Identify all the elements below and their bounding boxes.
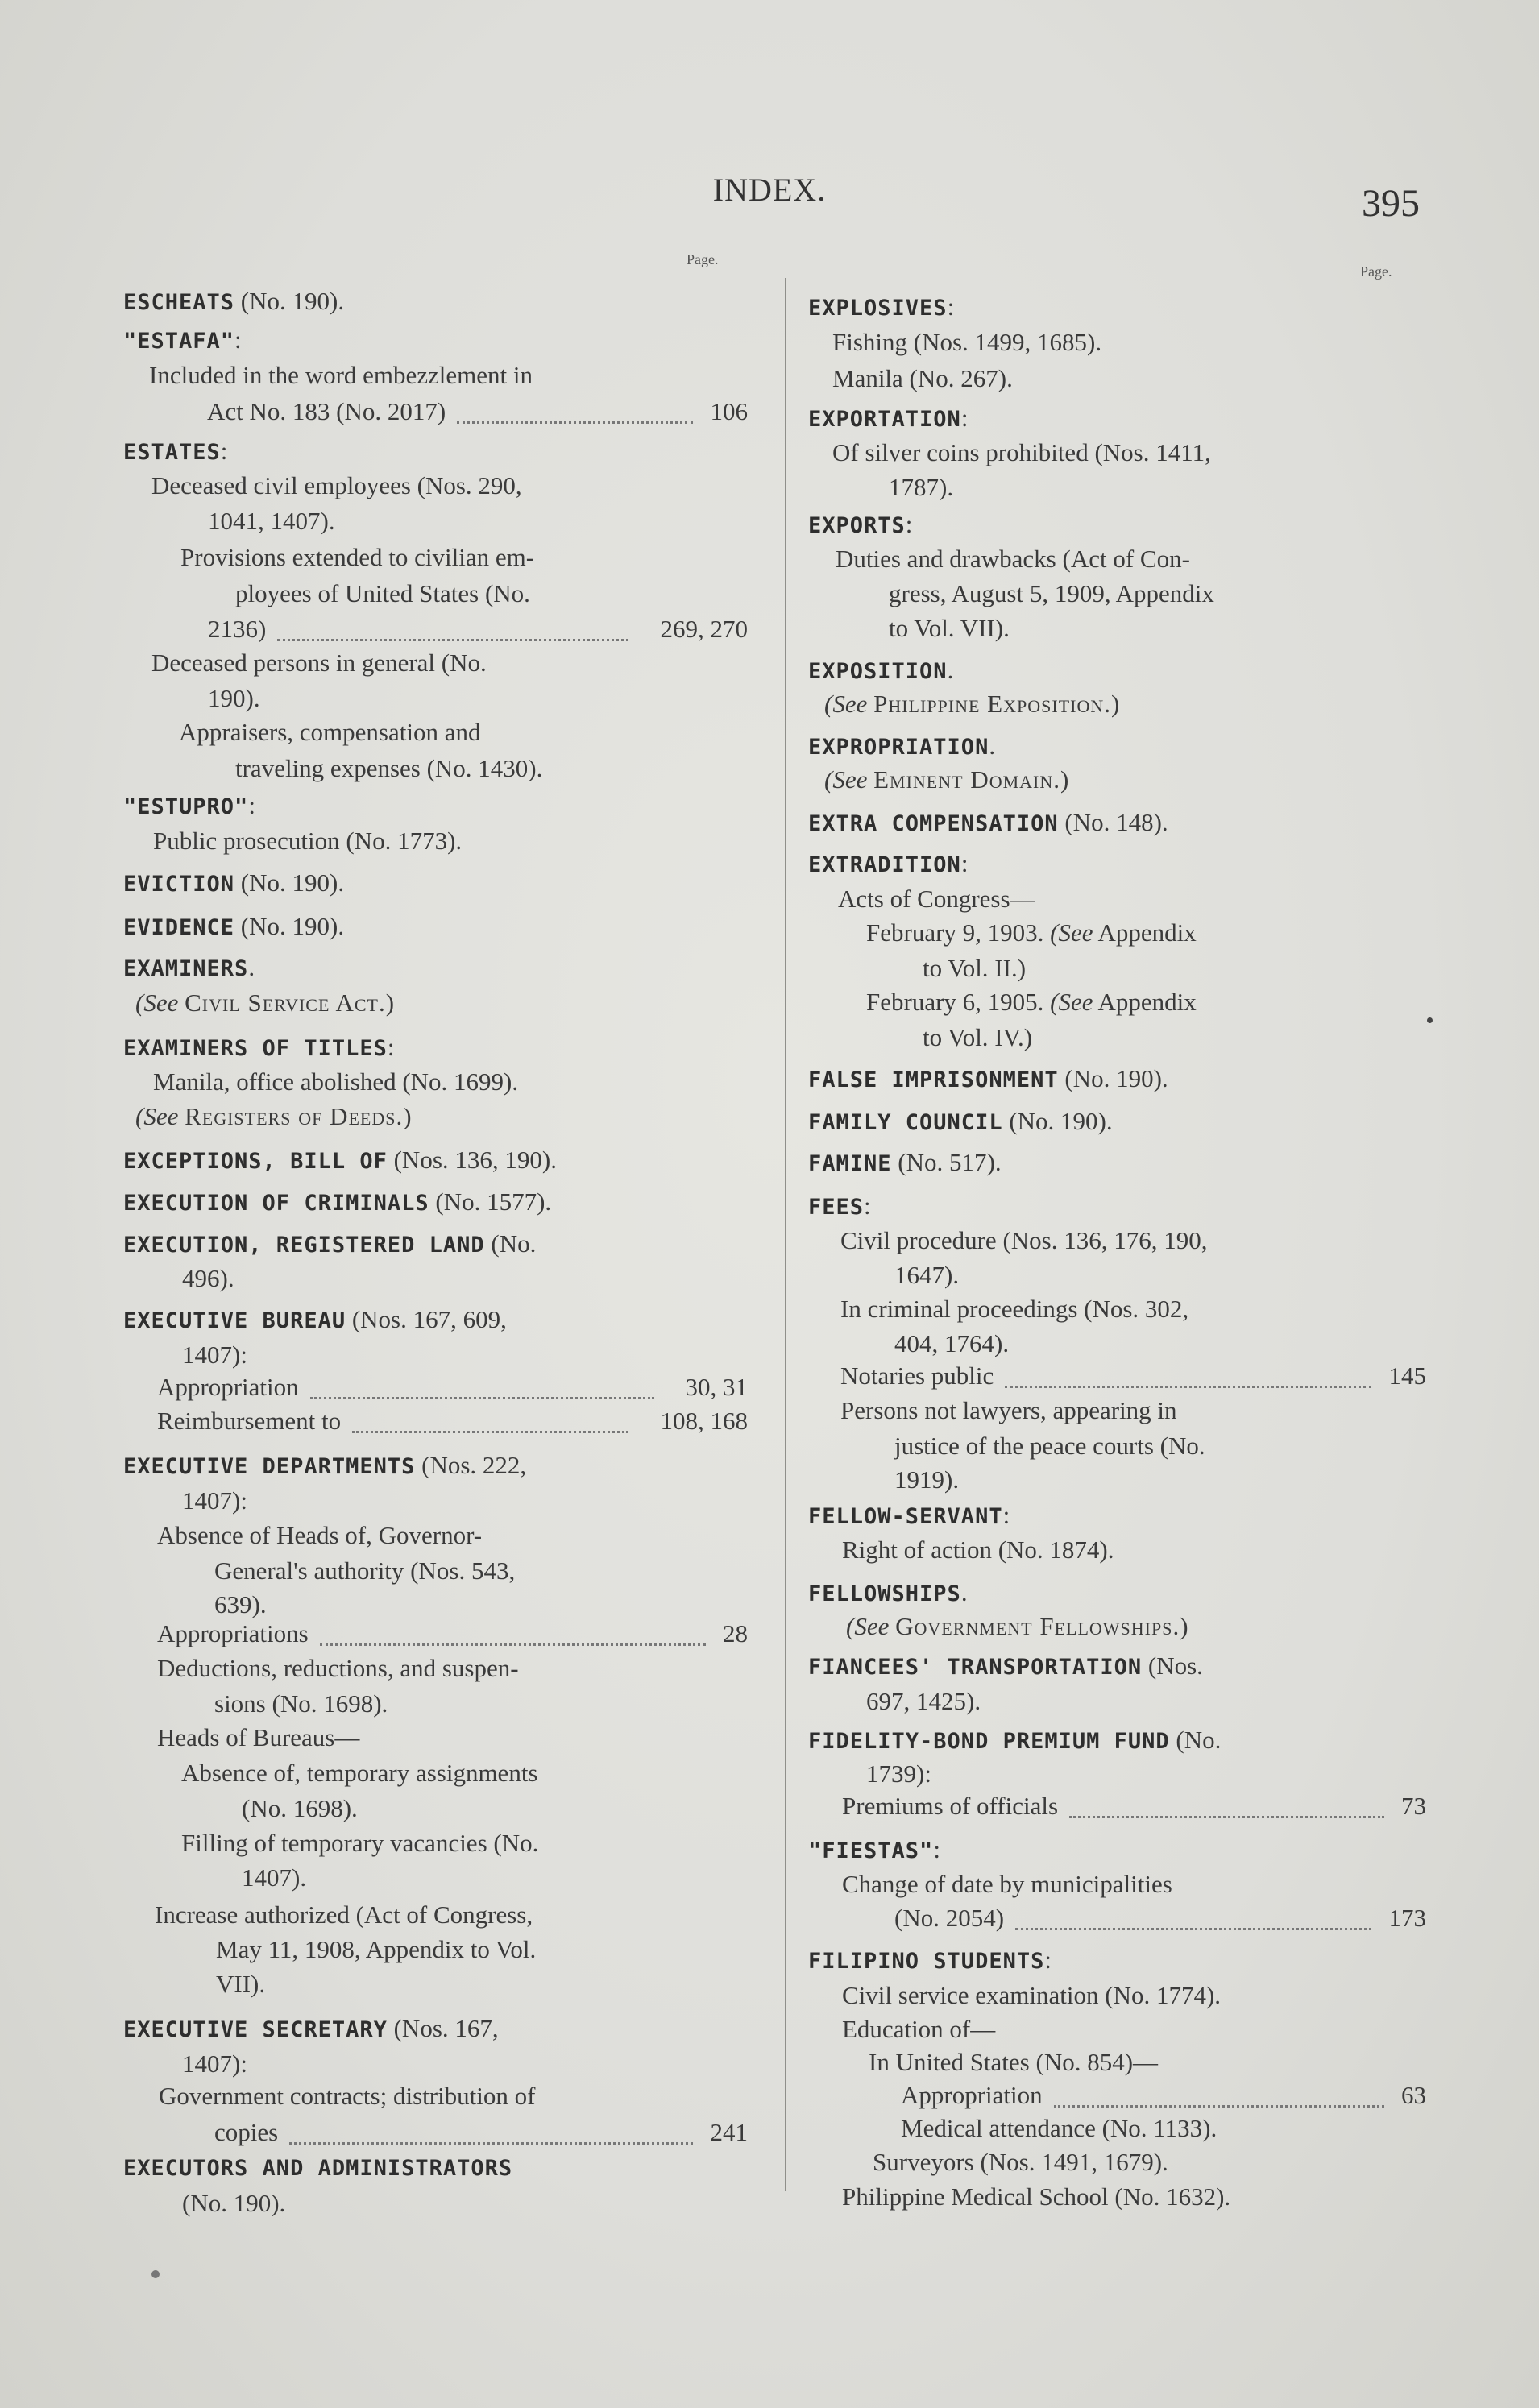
index-heading-entry <box>123 788 255 825</box>
index-heading-ref: (Nos. <box>1142 1652 1203 1680</box>
index-entry-text: 1739): <box>866 1759 931 1788</box>
index-entry-text: Premiums of officials <box>842 1792 1059 1820</box>
index-entry <box>157 1616 309 1652</box>
index-entry <box>157 1720 359 1755</box>
see-reference-marker: (See <box>135 1102 179 1130</box>
index-entry-text: (No. 1698). <box>242 1794 358 1822</box>
index-entry-text: to Vol. II.) <box>923 954 1027 982</box>
see-reference-target: Appendix <box>1093 918 1197 947</box>
page-reference: 28 <box>723 1619 748 1647</box>
index-heading-ref: (No. 517). <box>891 1148 1002 1176</box>
index-entry-text: copies <box>214 2118 279 2146</box>
index-entry <box>157 1403 341 1439</box>
index-entry <box>214 2115 278 2150</box>
index-heading: EXECUTIVE SECRETARY <box>123 2017 388 2042</box>
index-heading-ref: . <box>960 1578 968 1606</box>
index-entry <box>836 541 1190 577</box>
index-heading: "FIESTAS" <box>808 1838 934 1863</box>
index-entry <box>181 1755 538 1791</box>
index-entry-text: Act No. 183 (No. 2017) <box>207 397 446 425</box>
see-reference-target: Eminent Domain.) <box>873 765 1070 794</box>
index-entry <box>151 645 487 681</box>
index-entry <box>235 576 530 611</box>
page-reference: 108, 168 <box>660 1407 748 1435</box>
index-entry-text: Deductions, reductions, and suspen- <box>157 1654 519 1682</box>
index-heading-ref: : <box>1044 1946 1052 1974</box>
index-heading: EXECUTORS AND ADMINISTRATORS <box>123 2156 513 2181</box>
index-heading-ref: (No. 190). <box>234 912 345 940</box>
index-entry <box>182 2046 247 2082</box>
index-entry <box>889 611 1010 646</box>
index-heading-entry <box>808 1145 1002 1182</box>
index-entry-text: Reimbursement to <box>157 1407 342 1435</box>
see-reference-marker: (See <box>846 1612 890 1640</box>
see-reference-target: Government Fellowships.) <box>895 1612 1189 1640</box>
index-entry <box>182 1261 234 1296</box>
index-entry <box>901 2078 1043 2113</box>
index-entry-text: Notaries public <box>840 1361 994 1390</box>
index-entry <box>832 325 1101 360</box>
page-reference: 269, 270 <box>660 615 748 643</box>
see-reference-target: Philippine Exposition.) <box>873 690 1121 718</box>
index-heading-entry <box>808 1832 940 1869</box>
index-heading-ref: (No. 1577). <box>429 1187 552 1216</box>
index-entry-text: Appropriation <box>157 1373 299 1401</box>
index-entry <box>153 823 462 859</box>
index-heading-entry <box>808 1104 1113 1141</box>
index-heading-entry <box>123 2011 499 2048</box>
index-heading-entry <box>808 289 954 326</box>
index-entry <box>135 1099 413 1134</box>
index-entry <box>157 1370 299 1405</box>
index-entry-text: 1787). <box>889 473 954 501</box>
index-heading-ref: . <box>248 953 255 981</box>
index-heading: EXTRA COMPENSATION <box>808 811 1059 836</box>
index-entry-text: Manila, office abolished (No. 1699). <box>153 1067 519 1096</box>
index-entry <box>155 1897 533 1933</box>
index-entry <box>894 1462 959 1498</box>
index-heading-ref: : <box>220 437 228 465</box>
see-reference-marker: (See <box>1050 988 1093 1016</box>
index-heading-entry <box>123 284 344 321</box>
index-heading-entry <box>123 909 344 946</box>
index-heading-ref: (No. 190). <box>1058 1064 1168 1092</box>
index-heading-ref: . <box>989 732 996 760</box>
page-reference: 173 <box>1388 1904 1426 1932</box>
index-heading-ref: (No. 190). <box>1002 1107 1113 1135</box>
index-entry <box>866 1756 931 1792</box>
index-entry-text: 190). <box>208 684 260 712</box>
index-entry <box>894 1900 1004 1936</box>
dot-leader <box>289 2118 693 2145</box>
index-entry-text: justice of the peace courts (No. <box>894 1432 1205 1460</box>
index-heading: FELLOW-SERVANT <box>808 1504 1003 1529</box>
index-entry <box>157 1651 519 1686</box>
index-heading-ref: : <box>234 325 242 354</box>
index-entry-text: Acts of Congress— <box>838 885 1035 913</box>
index-entry <box>894 1428 1205 1464</box>
index-entry-text: ployees of United States (No. <box>235 579 530 607</box>
index-entry <box>216 1967 265 2002</box>
index-heading-ref: . <box>947 656 954 684</box>
index-entry <box>840 1291 1188 1327</box>
index-entry-text: Deceased persons in general (No. <box>151 649 487 677</box>
index-entry <box>838 881 1035 917</box>
index-heading-entry <box>123 1142 557 1179</box>
page-reference: 63 <box>1401 2081 1426 2109</box>
see-reference-target: Registers of Deeds.) <box>185 1102 413 1130</box>
index-heading-ref: (No. 190). <box>234 287 345 315</box>
page-reference: 73 <box>1401 1792 1426 1820</box>
index-entry-text: to Vol. VII). <box>889 614 1010 642</box>
index-entry <box>181 1826 538 1861</box>
index-entry-text: February 9, 1903. <box>866 918 1044 947</box>
index-entry <box>846 1609 1189 1644</box>
index-heading: EXTRADITION <box>808 852 961 877</box>
index-entry <box>894 1258 959 1293</box>
index-heading: EVICTION <box>123 872 235 897</box>
index-entry <box>842 1788 1058 1824</box>
index-entry-text: 697, 1425). <box>866 1687 981 1715</box>
index-heading-entry <box>808 1061 1168 1098</box>
index-entry-text: Filling of temporary vacancies (No. <box>181 1829 539 1857</box>
index-entry <box>182 2186 285 2221</box>
index-entry <box>842 1867 1172 1902</box>
index-entry-text: 1407). <box>242 1863 307 1892</box>
index-entry <box>840 1223 1207 1258</box>
index-entry <box>842 2012 995 2047</box>
index-heading: EXCEPTIONS, BILL OF <box>123 1149 388 1174</box>
index-entry-text: sions (No. 1698). <box>214 1689 388 1718</box>
index-entry <box>208 611 266 647</box>
index-entry-text: Right of action (No. 1874). <box>842 1536 1114 1564</box>
page-reference: 241 <box>710 2118 748 2146</box>
index-entry-text: Education of— <box>842 2015 996 2043</box>
index-entry-text: In criminal proceedings (Nos. 302, <box>840 1295 1189 1323</box>
index-heading: EXPLOSIVES <box>808 296 948 321</box>
page-reference: 30, 31 <box>685 1373 748 1401</box>
index-heading-entry <box>808 846 968 883</box>
index-entry <box>842 1532 1114 1568</box>
index-entry-text: Absence of Heads of, Governor- <box>157 1521 483 1549</box>
index-entry-text: Increase authorized (Act of Congress, <box>155 1900 533 1929</box>
index-heading: EXAMINERS <box>123 956 249 981</box>
index-heading-entry <box>808 805 1168 842</box>
index-heading-ref: (No. 148). <box>1058 808 1168 836</box>
dot-leader <box>457 397 693 424</box>
index-heading: FALSE IMPRISONMENT <box>808 1067 1059 1092</box>
index-heading-ref: : <box>905 510 913 538</box>
index-entry <box>923 951 1026 986</box>
dot-leader <box>277 615 628 641</box>
index-entry <box>159 2079 535 2114</box>
index-entry-text: Of silver coins prohibited (Nos. 1411, <box>832 438 1211 466</box>
index-entry-text: Philippine Medical School (No. 1632). <box>842 2182 1231 2211</box>
index-entry-text: Deceased civil employees (Nos. 290, <box>151 471 522 499</box>
index-entry-text: 404, 1764). <box>894 1329 1010 1357</box>
index-entry <box>842 1978 1221 2013</box>
page-number: 395 <box>1362 182 1420 225</box>
index-entry <box>923 1020 1032 1055</box>
index-entry <box>216 1932 536 1967</box>
index-entry-text: Appraisers, compensation and <box>179 718 481 746</box>
index-heading: EXECUTIVE BUREAU <box>123 1308 346 1333</box>
index-entry-text: 1407): <box>182 2049 247 2078</box>
index-heading-entry <box>808 653 953 690</box>
index-heading-entry <box>123 1448 526 1485</box>
index-entry <box>214 1553 515 1589</box>
index-heading-ref: (No. 190). <box>234 868 345 897</box>
index-heading: EVIDENCE <box>123 915 235 940</box>
index-heading: ESTATES <box>123 440 221 465</box>
index-entry-text: (No. 2054) <box>894 1904 1005 1932</box>
index-heading-ref: (Nos. 136, 190). <box>387 1146 557 1174</box>
index-entry-text: Appropriation <box>901 2081 1043 2109</box>
index-entry <box>866 984 1197 1020</box>
index-entry-text: Duties and drawbacks (Act of Con- <box>836 545 1190 573</box>
index-entry <box>824 762 1069 798</box>
index-heading: FEES <box>808 1195 865 1220</box>
index-entry <box>873 2145 1168 2180</box>
index-heading-entry <box>808 507 912 544</box>
index-entry <box>866 1684 981 1719</box>
print-speck <box>1427 1017 1433 1023</box>
index-heading-ref: : <box>960 849 969 877</box>
index-entry-text: Civil procedure (Nos. 136, 176, 190, <box>840 1226 1208 1254</box>
index-heading-ref: : <box>248 791 255 819</box>
index-entry <box>824 686 1120 722</box>
index-entry <box>182 1483 247 1519</box>
index-heading-entry <box>808 400 968 437</box>
index-heading-entry <box>808 1648 1203 1685</box>
index-entry-text: Public prosecution (No. 1773). <box>153 827 463 855</box>
index-entry <box>151 468 522 504</box>
see-reference-target: Appendix <box>1093 988 1197 1016</box>
index-entry-text: 2136) <box>208 615 267 643</box>
index-heading-entry <box>808 728 995 765</box>
index-entry-text: Civil service examination (No. 1774). <box>842 1981 1222 2009</box>
index-heading: EXECUTION, REGISTERED LAND <box>123 1233 485 1258</box>
see-reference-marker: (See <box>824 765 868 794</box>
see-reference-target: Civil Service Act.) <box>185 988 396 1017</box>
dot-leader <box>1069 1792 1384 1818</box>
see-reference-marker: (See <box>824 690 868 718</box>
index-heading-ref: (No. <box>1169 1726 1222 1754</box>
index-entry <box>840 1393 1177 1428</box>
index-heading: "ESTUPRO" <box>123 794 249 819</box>
index-entry-text: (No. 190). <box>182 2189 286 2217</box>
index-entry <box>894 1326 1009 1361</box>
index-heading: FAMINE <box>808 1151 892 1176</box>
index-entry <box>214 1686 388 1722</box>
index-entry <box>179 715 480 750</box>
index-heading: EXECUTION OF CRIMINALS <box>123 1191 429 1216</box>
dot-leader <box>320 1619 706 1646</box>
index-heading-ref: : <box>960 404 969 432</box>
index-entry <box>153 1064 518 1100</box>
column-divider <box>785 278 786 2191</box>
index-entry <box>866 915 1197 951</box>
index-heading-entry <box>808 1498 1010 1535</box>
index-entry-text: 639). <box>214 1590 267 1618</box>
index-heading-ref: (Nos. 167, <box>387 2014 499 2042</box>
index-entry-text: Medical attendance (No. 1133). <box>901 2114 1218 2142</box>
dot-leader <box>1054 2081 1384 2108</box>
see-reference-marker: (See <box>1050 918 1093 947</box>
dot-leader <box>1005 1361 1371 1388</box>
index-heading-ref: : <box>947 292 955 321</box>
index-heading-entry <box>123 1302 507 1339</box>
index-heading-ref: (Nos. 167, 609, <box>346 1305 507 1333</box>
index-entry <box>842 2179 1230 2215</box>
see-reference-marker: (See <box>135 988 179 1017</box>
index-entry <box>157 1518 482 1553</box>
index-heading-ref: : <box>1002 1501 1010 1529</box>
index-entry <box>869 2045 1158 2080</box>
index-entry <box>182 1337 247 1373</box>
index-entry-text: Provisions extended to civilian em- <box>180 543 535 571</box>
index-heading-ref: (Nos. 222, <box>415 1451 527 1479</box>
index-entry <box>235 751 542 786</box>
index-heading: FELLOWSHIPS <box>808 1581 961 1606</box>
index-entry <box>832 361 1013 396</box>
index-entry-text: VII). <box>216 1970 266 1998</box>
index-entry-text: 496). <box>182 1264 234 1292</box>
index-heading-entry <box>123 433 227 470</box>
index-heading: "ESTAFA" <box>123 329 235 354</box>
index-heading-entry <box>808 1575 968 1612</box>
index-entry-text: Absence of, temporary assignments <box>181 1759 538 1787</box>
index-heading: EXAMINERS OF TITLES <box>123 1036 388 1061</box>
index-heading-ref: (No. <box>484 1229 537 1258</box>
index-heading: EXPORTATION <box>808 407 961 432</box>
index-entry <box>149 358 533 393</box>
index-heading: EXPROPRIATION <box>808 735 989 760</box>
index-heading-entry <box>123 1184 551 1221</box>
index-entry-text: General's authority (Nos. 543, <box>214 1556 516 1585</box>
index-heading-entry <box>123 950 255 987</box>
index-heading: FIDELITY-BOND PREMIUM FUND <box>808 1729 1170 1754</box>
index-entry-text: gress, August 5, 1909, Appendix <box>889 579 1214 607</box>
index-heading-entry <box>123 1030 394 1067</box>
index-entry-text: In United States (No. 854)— <box>869 2048 1159 2076</box>
index-entry-text: May 11, 1908, Appendix to Vol. <box>216 1935 537 1963</box>
index-heading: FIANCEES' TRANSPORTATION <box>808 1655 1143 1680</box>
page-title: INDEX. <box>712 172 827 208</box>
dot-leader <box>352 1407 628 1433</box>
index-heading: FAMILY COUNCIL <box>808 1110 1003 1135</box>
index-entry-text: traveling expenses (No. 1430). <box>235 754 543 782</box>
index-heading-entry <box>123 1226 536 1263</box>
index-heading: EXPOSITION <box>808 659 948 684</box>
index-entry-text: Fishing (Nos. 1499, 1685). <box>832 328 1102 356</box>
index-entry <box>889 470 953 505</box>
page-reference: 145 <box>1388 1361 1426 1390</box>
index-heading-entry <box>808 1942 1052 1979</box>
index-entry <box>889 576 1214 611</box>
index-heading: FILIPINO STUDENTS <box>808 1949 1045 1974</box>
index-entry-text: 1407): <box>182 1486 247 1515</box>
page-column-label-right: Page. <box>1360 263 1392 280</box>
index-entry-text: Government contracts; distribution of <box>159 2082 536 2110</box>
index-entry <box>832 435 1211 470</box>
index-entry-text: Manila (No. 267). <box>832 364 1013 392</box>
index-heading-entry <box>123 322 242 359</box>
index-entry-text: Heads of Bureaus— <box>157 1723 360 1751</box>
index-entry-text: February 6, 1905. <box>866 988 1044 1016</box>
index-entry <box>840 1358 994 1394</box>
index-heading: EXECUTIVE DEPARTMENTS <box>123 1454 416 1479</box>
index-entry <box>208 681 260 716</box>
page-reference: 106 <box>710 397 748 425</box>
index-entry-text: Included in the word embezzlement in <box>149 361 533 389</box>
index-heading-entry <box>123 865 344 902</box>
index-entry <box>135 985 395 1021</box>
index-entry-text: to Vol. IV.) <box>923 1023 1033 1051</box>
index-entry-text: 1919). <box>894 1465 960 1494</box>
index-heading-entry <box>123 2149 512 2186</box>
dot-leader <box>1015 1904 1371 1930</box>
print-speck <box>151 2270 160 2278</box>
index-entry <box>207 394 446 429</box>
index-entry <box>208 504 335 539</box>
index-entry-text: Appropriations <box>157 1619 309 1647</box>
index-entry <box>180 540 534 575</box>
index-entry-text: 1407): <box>182 1341 247 1369</box>
index-heading-ref: : <box>387 1033 395 1061</box>
index-heading-ref: : <box>864 1192 871 1220</box>
index-heading-ref: : <box>933 1835 940 1863</box>
index-heading: EXPORTS <box>808 513 906 538</box>
dot-leader <box>310 1373 654 1399</box>
index-heading-entry <box>808 1722 1221 1759</box>
index-heading: ESCHEATS <box>123 290 235 315</box>
index-entry <box>901 2111 1217 2146</box>
index-entry-text: Surveyors (Nos. 1491, 1679). <box>873 2148 1168 2176</box>
index-entry-text: Change of date by municipalities <box>842 1870 1172 1898</box>
page-column-label-left: Page. <box>687 251 719 267</box>
index-heading-entry <box>808 1188 871 1225</box>
index-entry-text: Persons not lawyers, appearing in <box>840 1396 1177 1424</box>
index-entry <box>242 1791 358 1826</box>
index-entry-text: 1647). <box>894 1261 960 1289</box>
index-entry <box>242 1860 306 1896</box>
index-entry-text: 1041, 1407). <box>208 507 335 535</box>
